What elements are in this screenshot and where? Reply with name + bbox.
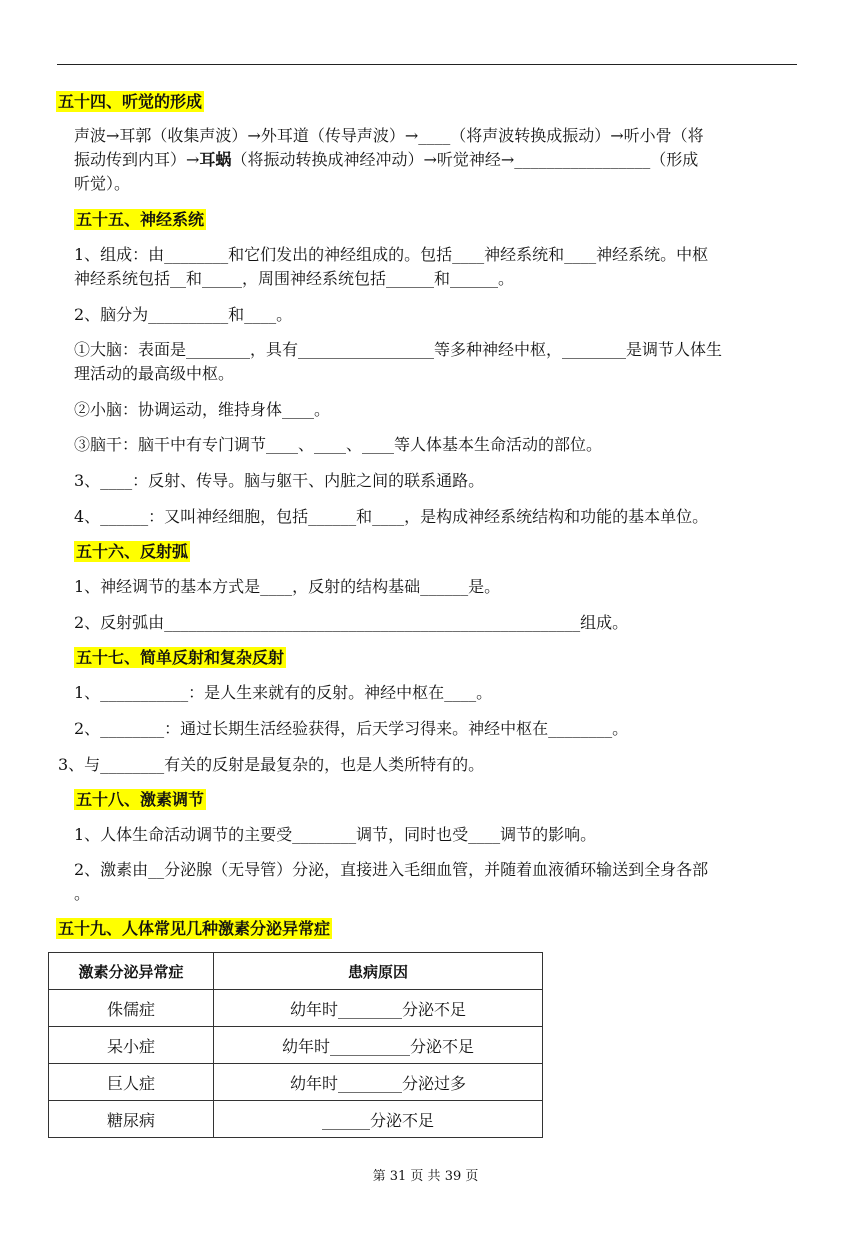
s56-p2: 2、反射弧由____________________________________________________组成。 <box>74 613 629 632</box>
header-rule <box>57 64 797 65</box>
table-row <box>49 1101 543 1138</box>
table-cell-cause: 幼年时__________分泌不足 <box>214 1027 543 1064</box>
s56-p1: 1、神经调节的基本方式是____，反射的结构基础______是。 <box>74 577 501 596</box>
table-cell-cause: ______分泌不足 <box>214 1101 543 1138</box>
table-row <box>49 1064 543 1101</box>
footer-suffix: 页 <box>465 1169 479 1184</box>
s55-p1-line2: 神经系统包括__和_____，周围神经系统包括______和______。 <box>74 269 515 288</box>
table-row <box>49 990 543 1027</box>
footer-prefix: 第 <box>372 1169 386 1184</box>
s57-p2: 2、________：通过长期生活经验获得，后天学习得来。神经中枢在________。 <box>74 719 629 738</box>
footer-total-pages: 39 <box>444 1169 462 1184</box>
page-footer <box>0 1168 851 1186</box>
heading-s56: 五十六、反射弧 <box>76 542 189 561</box>
table-cell-disorder: 呆小症 <box>49 1027 214 1064</box>
table-row <box>49 1027 543 1064</box>
s55-p3-line2: 理活动的最高级中枢。 <box>74 364 235 383</box>
s58-p1: 1、人体生命活动调节的主要受________调节，同时也受____调节的影响。 <box>74 825 597 844</box>
footer-middle: 页 共 <box>410 1169 441 1184</box>
s55-p7: 4、______：又叫神经细胞，包括______和____，是构成神经系统结构和功能的基本单位。 <box>74 507 709 526</box>
heading-s59: 五十九、人体常见几种激素分泌异常症 <box>58 919 331 938</box>
s54-line2 <box>74 148 698 172</box>
table-header-disorder: 激素分泌异常症 <box>49 953 214 990</box>
hormone-disorder-table <box>48 952 543 1138</box>
s55-p1-line1: 1、组成：由________和它们发出的神经组成的。包括____神经系统和____神经系统。中枢 <box>74 245 709 264</box>
s55-p5: ③脑干：脑干中有专门调节____、____、____等人体基本生命活动的部位。 <box>74 435 603 454</box>
s55-p3-line1: ①大脑：表面是________，具有_________________等多种神经中枢，________是调节人体生 <box>74 340 723 359</box>
s55-p4: ②小脑：协调运动，维持身体____。 <box>74 400 331 419</box>
s54-line2-part-a: 振动传到内耳）→ <box>74 150 200 169</box>
s55-p6: 3、____：反射、传导。脑与躯干、内脏之间的联系通路。 <box>74 471 485 490</box>
table-cell-disorder: 巨人症 <box>49 1064 214 1101</box>
s54-bold-term: 耳蜗 <box>199 150 232 169</box>
s55-p2: 2、脑分为__________和____。 <box>74 305 293 324</box>
heading-s57: 五十七、简单反射和复杂反射 <box>76 648 285 667</box>
s58-p2-line1: 2、激素由__分泌腺（无导管）分泌，直接进入毛细血管，并随着血液循环输送到全身各部 <box>74 860 709 879</box>
footer-page-number: 31 <box>389 1169 407 1184</box>
table-cell-cause: 幼年时________分泌不足 <box>214 990 543 1027</box>
table-cell-disorder: 侏儒症 <box>49 990 214 1027</box>
heading-s58: 五十八、激素调节 <box>76 790 205 809</box>
heading-s54: 五十四、听觉的形成 <box>58 92 203 111</box>
table-header-cause: 患病原因 <box>214 953 543 990</box>
s57-p1: 1、___________：是人生来就有的反射。神经中枢在____。 <box>74 683 493 702</box>
s54-line1: 声波→耳郭（收集声波）→外耳道（传导声波）→____（将声波转换成振动）→听小骨（将 <box>74 126 704 145</box>
heading-s55: 五十五、神经系统 <box>76 210 205 229</box>
table-cell-disorder: 糖尿病 <box>49 1101 214 1138</box>
s57-p3: 3、与________有关的反射是最复杂的，也是人类所特有的。 <box>58 755 485 774</box>
s54-line3: 听觉）。 <box>74 174 131 193</box>
table-header-row <box>49 953 543 990</box>
s58-p2-line2: 。 <box>74 884 91 903</box>
table-cell-cause: 幼年时________分泌过多 <box>214 1064 543 1101</box>
s54-line2-part-b: （将振动转换成神经冲动）→听觉神经→_________________（形成 <box>231 150 699 169</box>
